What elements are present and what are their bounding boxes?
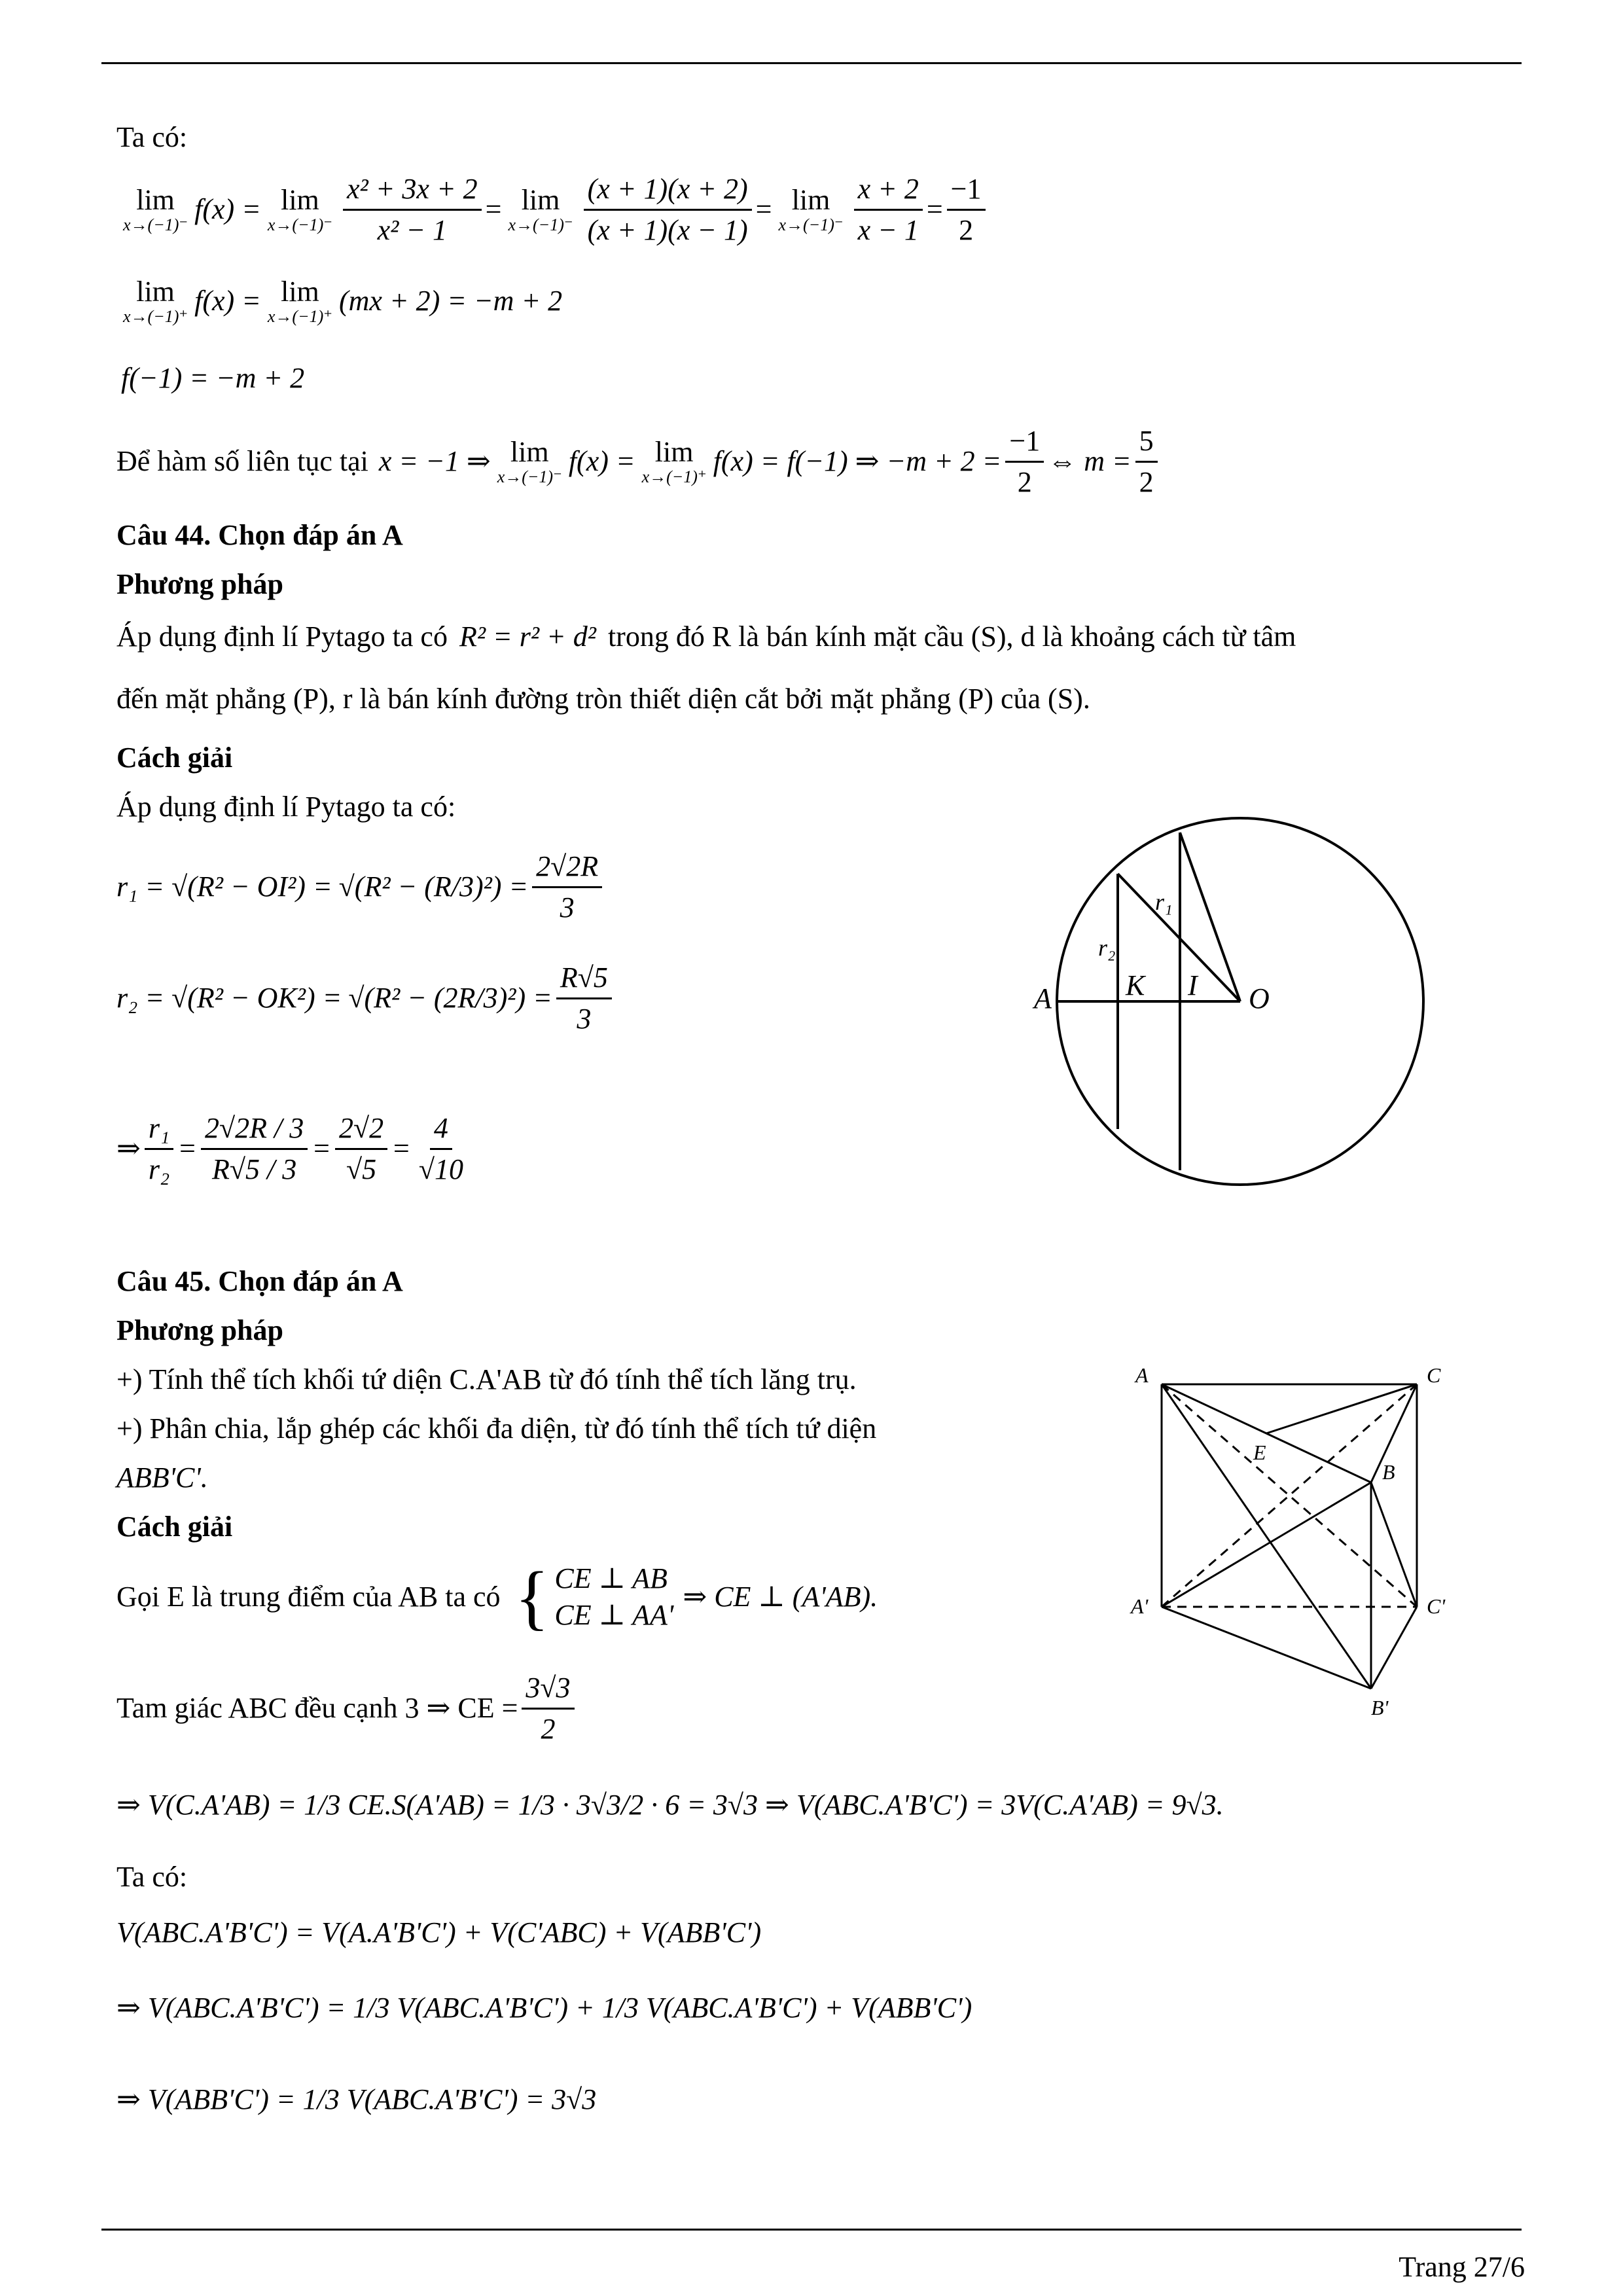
label-k: K	[1126, 969, 1145, 1001]
q45-title: Câu 45. Chọn đáp án A	[116, 1265, 403, 1297]
fraction-1: $\frac{\text{x² + 3x + 2}}{\text{x² − 1}}$	[343, 172, 482, 247]
q44-ratio-equation: ⇒ $\frac{\text{r₁}}{\text{r₂}}$ = $\frac{2√2R / 3}{R√5 / 3}$ = $\frac{2√2}{√5}$ = $\frac{4}{√10}$	[116, 1111, 463, 1185]
lim-cond-left: lim x→(−1)⁻	[497, 436, 562, 486]
q44-r2-equation: r₂ = √(R² − OK²) = √(R² − (2R/3)²) = $\frac{R√5}{3}$	[116, 956, 616, 1041]
condition-text: Để hàm số liên tục tại	[116, 445, 368, 477]
lim-cond-right: lim x→(−1)⁺	[641, 436, 707, 486]
q45-method-line3: ABB'C'.	[116, 1462, 208, 1494]
label-i: I	[1188, 969, 1198, 1001]
q45-volume-line: ⇒ V(C.A'AB) = 1/3 CE.S(A'AB) = 1/3 · 3√3/2 · 6 = 3√3 ⇒ V(ABC.A'B'C') = 3V(C.A'AB) = 9√3.	[116, 1789, 1224, 1821]
label-c: C	[1427, 1363, 1441, 1387]
q45-sol-line2: Tam giác ABC đều cạnh 3 ⇒ CE = $\frac{3√3}{2}$	[116, 1666, 579, 1751]
label-c1: C'	[1427, 1594, 1446, 1618]
q44-solution-title: Cách giải	[116, 742, 233, 774]
m-fraction: $\frac{5}{2}$	[1135, 424, 1158, 499]
condition-x: x = −1 ⇒	[378, 445, 491, 477]
fraction-3: $\frac{x + 2}{x - 1}$	[854, 172, 923, 247]
label-o: O	[1249, 982, 1270, 1014]
q44-circle-figure	[1021, 812, 1440, 1204]
lim-right-2: lim x→(−1)⁺	[267, 276, 332, 326]
lim-left-2: lim x→(−1)⁻	[267, 184, 332, 234]
lim-left-1: lim x→(−1)⁻	[123, 184, 188, 234]
q43-f-minus1: f(−1) = −m + 2	[121, 362, 305, 394]
fx-label: f(x) =	[568, 445, 635, 477]
condition-iff: ⇔ m =	[1048, 445, 1132, 477]
q45-ta-co: Ta có:	[116, 1861, 188, 1893]
fraction-result: $\frac{-1}{2}$	[947, 172, 986, 247]
q44-method-title: Phương pháp	[116, 568, 283, 600]
q45-solution-title: Cách giải	[116, 1511, 233, 1543]
q44-r1-equation: r₁ = √(R² − OI²) = √(R² − (R/3)²) = $\frac{2√2R}{3}$	[116, 844, 606, 929]
condition-mid: f(x) = f(−1) ⇒ −m + 2 =	[713, 445, 1002, 477]
lim-right-1: lim x→(−1)⁺	[123, 276, 188, 326]
page-footer: Trang 27/6	[1399, 2251, 1525, 2283]
q43-condition-line	[116, 422, 1162, 501]
q45-eq3: ⇒ V(ABB'C') = 1/3 V(ABC.A'B'C') = 3√3	[116, 2083, 597, 2115]
q44-solution-intro: Áp dụng định lí Pytago ta có:	[116, 791, 456, 823]
q45-method-line2: +) Phân chia, lắp ghép các khối đa diện, từ đó tính thể tích tứ diện	[116, 1412, 877, 1444]
q44-title: Câu 44. Chọn đáp án A	[116, 519, 403, 551]
label-b: B	[1382, 1460, 1395, 1484]
q45-prism-figure	[1113, 1348, 1479, 1715]
q45-method-line1: +) Tính thể tích khối tứ diện C.A'AB từ đó tính thể tích lăng trụ.	[116, 1363, 857, 1395]
right-expression: (mx + 2) = −m + 2	[339, 285, 563, 317]
label-e: E	[1253, 1441, 1266, 1464]
label-a: A	[1135, 1363, 1149, 1387]
lim-left-3: lim x→(−1)⁻	[508, 184, 573, 234]
label-a1: A'	[1131, 1594, 1149, 1618]
label-r1: r₁	[1155, 889, 1173, 915]
label-b1: B'	[1371, 1696, 1389, 1715]
label-a: A	[1034, 982, 1052, 1014]
fx-label: f(x) =	[194, 285, 261, 317]
q43-intro: Ta có:	[116, 121, 188, 153]
q43-left-limit-line: lim x→(−1)⁻ f(x) = lim x→(−1)⁻ $\frac{\text{x² + 3x + 2}}{\text{x² − 1}}$ = lim x→(−1)⁻ $\frac{(x + 1)(x + 2)}{(x + 1)(x - 1)}$ = lim x→(−1)⁻ $\frac{x + 2}{x - 1}$ = $\frac{-1}{2}$	[116, 167, 990, 252]
q45-eq2: ⇒ V(ABC.A'B'C') = 1/3 V(ABC.A'B'C') + 1/3 V(ABC.A'B'C') + V(ABB'C')	[116, 1992, 972, 2024]
footer-rule	[101, 2229, 1522, 2231]
header-rule	[101, 62, 1522, 64]
fraction-2: $\frac{(x + 1)(x + 2)}{(x + 1)(x - 1)}$	[584, 172, 752, 247]
q43-right-limit-line	[116, 272, 562, 331]
q45-eq1: V(ABC.A'B'C') = V(A.A'B'C') + V(C'ABC) + V(ABB'C')	[116, 1916, 762, 1948]
q45-sol-line1: Gọi E là trung điểm của AB ta có { CE ⊥ AB CE ⊥ AA' ⇒ CE ⊥ (A'AB).	[116, 1557, 878, 1637]
lim-left-4: lim x→(−1)⁻	[778, 184, 844, 234]
q44-method-line1: Áp dụng định lí Pytago ta có R² = r² + d² trong đó R là bán kính mặt cầu (S), d là khoảng cách từ tâm	[116, 620, 1296, 653]
q44-method-line2: đến mặt phẳng (P), r là bán kính đường tròn thiết diện cắt bởi mặt phẳng (P) của (S).	[116, 683, 1090, 715]
q45-method-title: Phương pháp	[116, 1314, 283, 1346]
fx-label: f(x) =	[194, 193, 261, 225]
label-r2: r₂	[1098, 935, 1116, 961]
condition-fraction: $\frac{-1}{2}$	[1005, 424, 1044, 499]
